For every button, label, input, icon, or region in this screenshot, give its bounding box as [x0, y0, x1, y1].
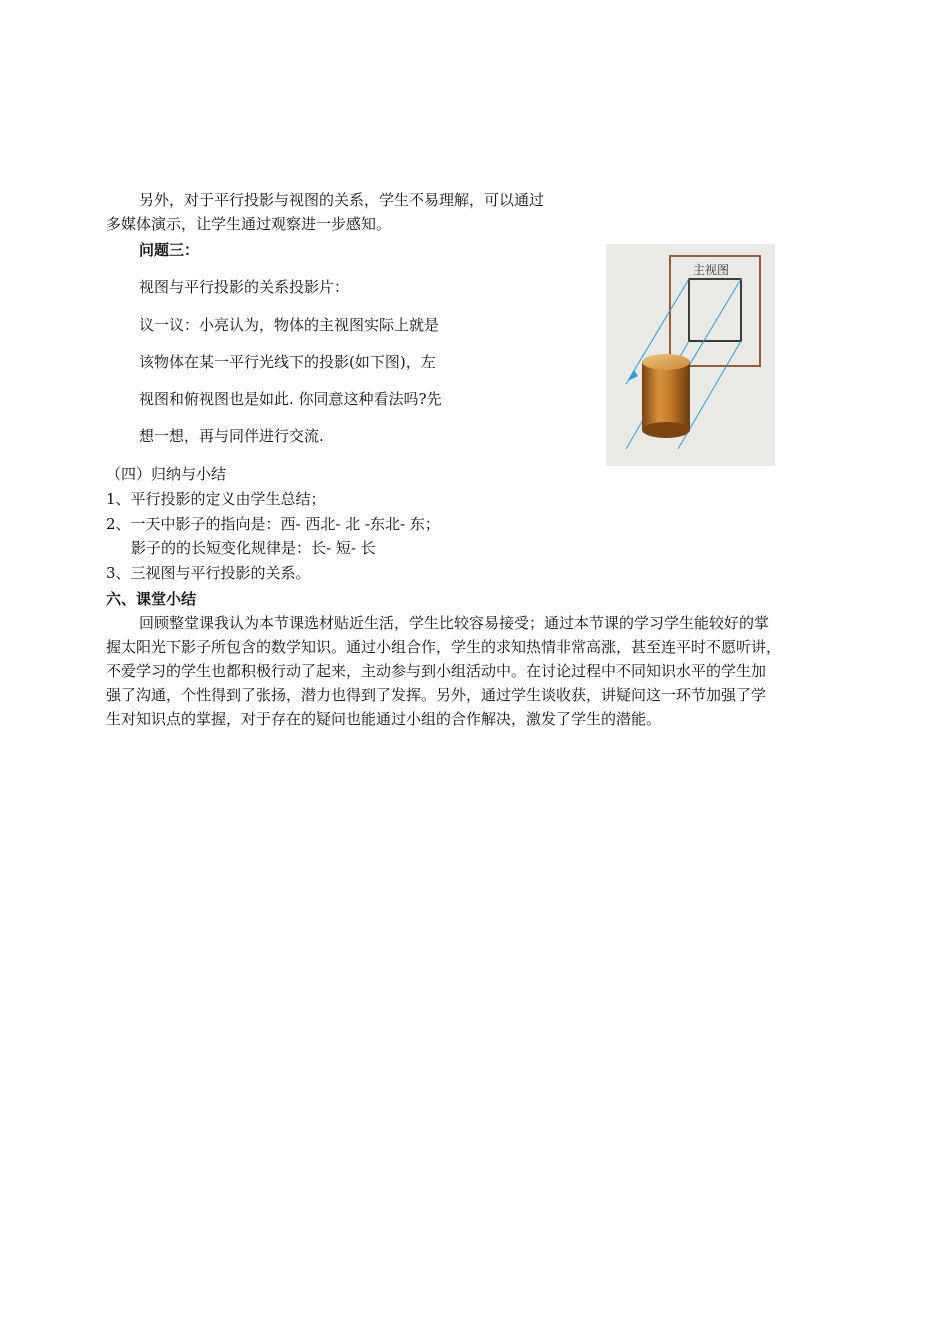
section6-line-5: 生对知识点的掌握，对于存在的疑问也能通过小组的合作解决，激发了学生的潜能。: [106, 710, 662, 728]
problem3-text-3: 该物体在某一平行光线下的投影(如下图)，左: [139, 353, 436, 371]
section6-line-4: 强了沟通，个性得到了张扬，潜力也得到了发挥。另外，通过学生谈收获，讲疑问这一环节加强了学: [106, 686, 767, 704]
summary-heading: （四）归纳与小结: [106, 465, 227, 483]
front-view-square: [689, 279, 741, 341]
view-plane-label: 主视图: [693, 263, 730, 277]
projection-diagram: [606, 244, 775, 466]
intro-line-2: 多媒体演示，让学生通过观察进一步感知。: [106, 215, 392, 233]
summary-item-2b: 影子的的长短变化规律是：长- 短- 长: [131, 539, 376, 557]
section6-line-3: 不爱学习的学生也都积极行动了起来，主动参与到小组活动中。在讨论过程中不同知识水平的学生加: [106, 662, 767, 680]
cylinder-icon: [642, 354, 690, 438]
section6-line-2: 握太阳光下影子所包含的数学知识。通过小组合作，学生的求知热情非常高涨，甚至连平时不愿听讲，: [106, 638, 782, 656]
intro-line-1: 另外，对于平行投影与视图的关系，学生不易理解，可以通过: [139, 191, 545, 209]
problem3-text-5: 想一想，再与同伴进行交流.: [139, 427, 324, 445]
section6-heading: 六、课堂小结: [106, 590, 197, 608]
problem3-text-1: 视图与平行投影的关系投影片：: [139, 278, 350, 296]
section6-line-1: 回顾整堂课我认为本节课选材贴近生活，学生比较容易接受；通过本节课的学习学生能较好的掌: [139, 614, 770, 632]
problem3-text-2: 议一议：小亮认为，物体的主视图实际上就是: [139, 316, 440, 334]
projection-figure: [606, 244, 775, 466]
summary-item-3: 3、三视图与平行投影的关系。: [106, 564, 311, 582]
problem3-heading: 问题三：: [139, 241, 200, 259]
problem3-text-4: 视图和俯视图也是如此. 你同意这种看法吗?先: [139, 390, 442, 408]
summary-item-1: 1、平行投影的定义由学生总结；: [106, 490, 326, 508]
summary-item-2: 2、一天中影子的指向是：西- 西北- 北 -东北- 东；: [106, 515, 440, 533]
